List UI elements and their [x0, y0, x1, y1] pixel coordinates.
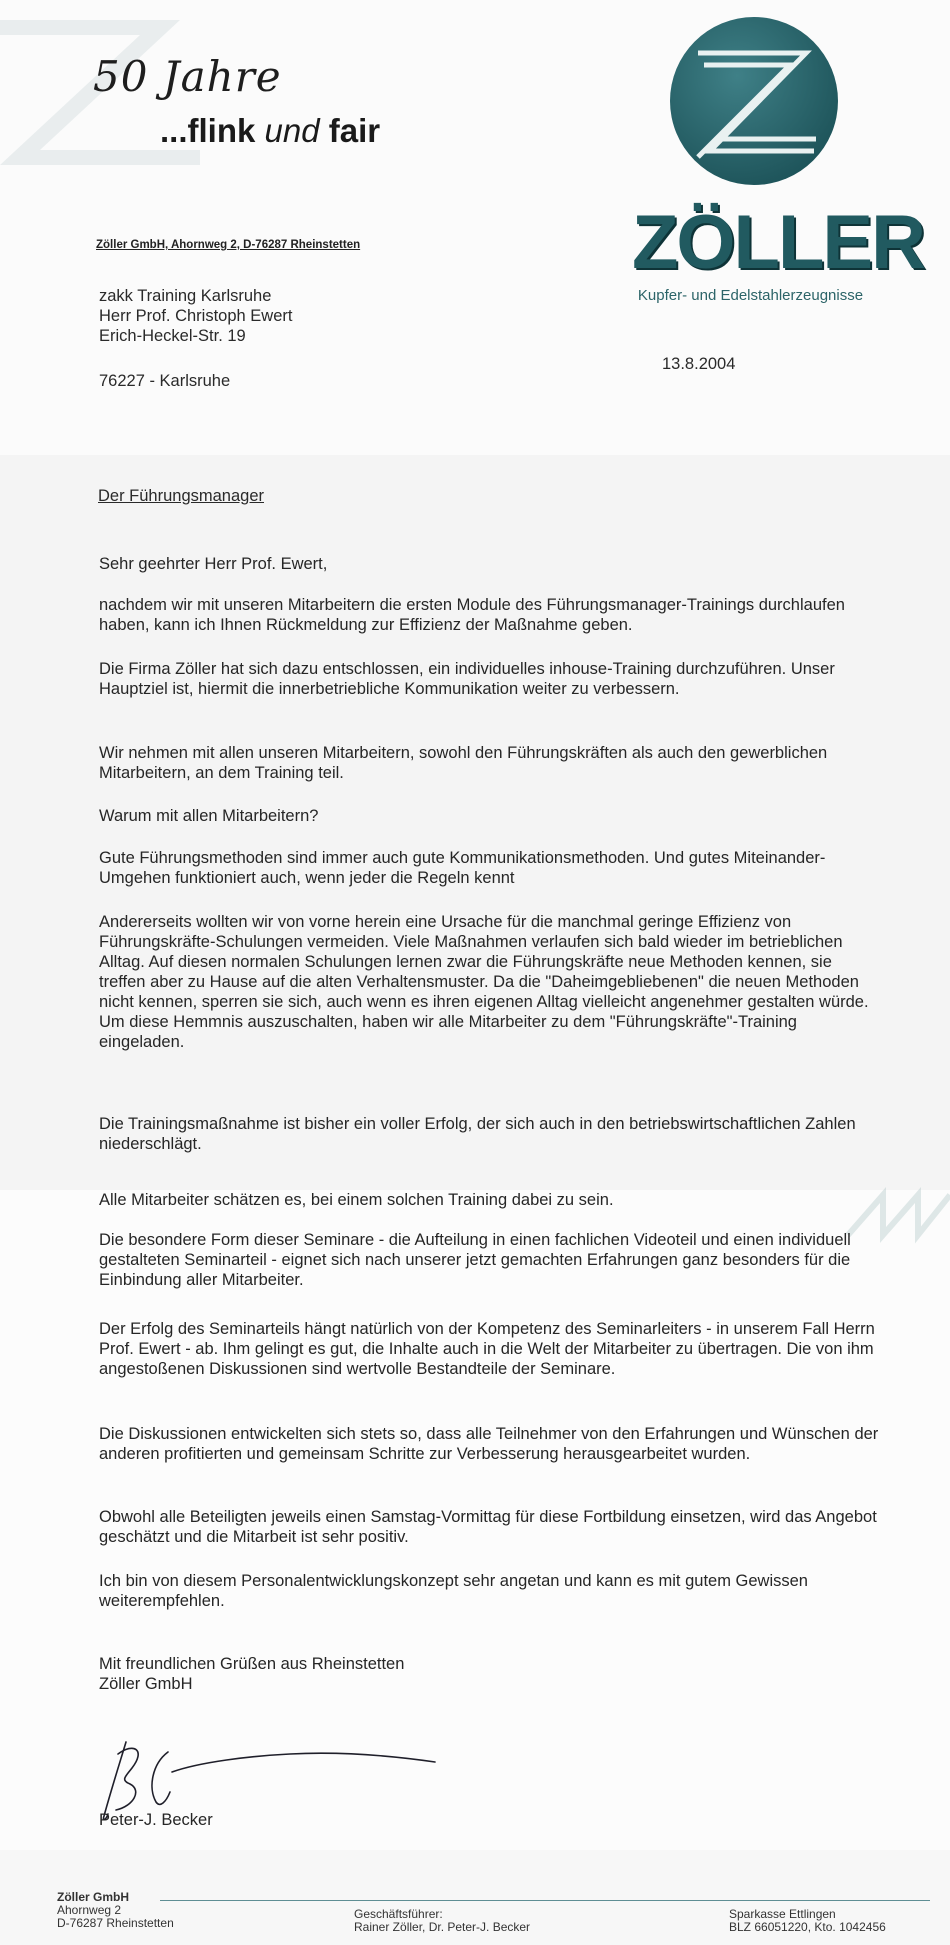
recipient-line: 76227 - Karlsruhe	[99, 372, 231, 390]
footer-management	[354, 1908, 530, 1934]
letter-date: 13.8.2004	[662, 355, 736, 373]
footer-bank-name: Sparkasse Ettlingen	[729, 1907, 836, 1921]
letter-subject: Der Führungsmanager	[98, 487, 264, 505]
body-paragraph: Alle Mitarbeiter schätzen es, bei einem solchen Training dabei zu sein.	[99, 1191, 614, 1209]
closing-line: Mit freundlichen Grüßen aus Rheinstetten	[99, 1655, 405, 1673]
slogan-years: 50 Jahre	[93, 52, 282, 101]
footer-management-label: Geschäftsführer:	[354, 1907, 443, 1921]
footer-divider	[160, 1900, 930, 1901]
signer-name: Peter-J. Becker	[99, 1811, 213, 1829]
footer-company-city: D-76287 Rheinstetten	[57, 1916, 174, 1930]
body-paragraph: Gute Führungsmethoden sind immer auch gute Kommunikationsmethoden. Und gutes Miteinander-Umgehen funktioniert auch, wenn jeder die Regeln kennt	[99, 849, 826, 887]
body-paragraph: Warum mit allen Mitarbeitern?	[99, 807, 319, 825]
company-logo-wordmark: ZÖLLER	[632, 200, 924, 285]
body-paragraph: Obwohl alle Beteiligten jeweils einen Samstag-Vormittag für diese Fortbildung einsetzen, wird das Angebot geschätzt und die Mitarbeit ist sehr positiv.	[99, 1508, 877, 1546]
footer-management-names: Rainer Zöller, Dr. Peter-J. Becker	[354, 1920, 531, 1934]
footer-company-street: Ahornweg 2	[57, 1903, 122, 1917]
recipient-line: Erich-Heckel-Str. 19	[99, 327, 246, 345]
body-paragraph: Die Diskussionen entwickelten sich stets so, dass alle Teilnehmer von den Erfahrungen und Wünschen der anderen profitierten und gemeinsam Schritte zur Verbesserung herausgearbeitet wurden.	[99, 1425, 879, 1463]
slogan-tagline: ...flink und fair	[160, 112, 381, 149]
footer-bank-details: BLZ 66051220, Kto. 1042456	[729, 1920, 886, 1934]
z-logo-icon	[668, 15, 840, 187]
footer-company-name: Zöller GmbH	[57, 1890, 130, 1904]
footer-company	[57, 1891, 174, 1930]
body-paragraph: Der Erfolg des Seminarteils hängt natürlich von der Kompetenz des Seminarleiters - in unserem Fall Herrn Prof. Ewert - ab. Ihm gelingt es gut, die Inhalte auch in die Welt der Mitarbeiter zu übertragen. Die von ihm angestoßenen Diskussionen sind wertvolle Bestandteile der Seminare.	[99, 1320, 875, 1378]
body-paragraph: Die Firma Zöller hat sich dazu entschlossen, ein individuelles inhouse-Training durchzuführen. Unser Hauptziel ist, hiermit die innerbetriebliche Kommunikation weiter zu verbessern.	[99, 660, 835, 698]
body-paragraph: Ich bin von diesem Personalentwicklungskonzept sehr angetan und kann es mit gutem Gewissen weiterempfehlen.	[99, 1572, 808, 1610]
recipient-line: zakk Training Karlsruhe	[99, 287, 272, 305]
sender-address-line: Zöller GmbH, Ahornweg 2, D-76287 Rheinstetten	[96, 239, 361, 251]
company-tagline: Kupfer- und Edelstahlerzeugnisse	[637, 287, 864, 304]
body-paragraph: Andererseits wollten wir von vorne herein eine Ursache für die manchmal geringe Effizienz von Führungskräfte-Schulungen vermeiden. Viele Maßnahmen verlaufen sich bald wieder im betrieblichen Alltag. Auf diesen normalen Schulungen lernen zwar die Führungskräfte neue Methoden kennen, sie treffen aber zu Hause auf die alten Verhaltensmuster. Da die "Daheimgebliebenen" die neuen Methoden nicht kennen, sperren sie sich, auch wenn es ihren eigenen Alltag vielleicht angenehmer gestalten würde. Um diese Hemmnis auszuschalten, haben wir alle Mitarbeiter zu dem "Führungskräfte"-Training eingeladen.	[99, 913, 869, 1051]
footer-bank	[729, 1908, 886, 1934]
body-paragraph: Die Trainingsmaßnahme ist bisher ein voller Erfolg, der sich auch in den betriebswirtschaftlichen Zahlen niederschlägt.	[99, 1115, 856, 1153]
closing-line: Zöller GmbH	[99, 1675, 193, 1693]
body-paragraph: Wir nehmen mit allen unseren Mitarbeitern, sowohl den Führungskräften als auch den gewerblichen Mitarbeitern, an dem Training teil.	[99, 744, 828, 782]
body-paragraph: nachdem wir mit unseren Mitarbeitern die ersten Module des Führungsmanager-Trainings durchlaufen haben, kann ich Ihnen Rückmeldung zur Effizienz der Maßnahme geben.	[99, 596, 845, 634]
recipient-line: Herr Prof. Christoph Ewert	[99, 307, 293, 325]
body-paragraph: Die besondere Form dieser Seminare - die Aufteilung in einen fachlichen Videoteil und einen individuell gestalteten Seminarteil - eignet sich nach unserer jetzt gemachten Erfahrungen ganz besonders für die Einbindung aller Mitarbeiter.	[99, 1231, 851, 1289]
salutation: Sehr geehrter Herr Prof. Ewert,	[99, 555, 328, 573]
